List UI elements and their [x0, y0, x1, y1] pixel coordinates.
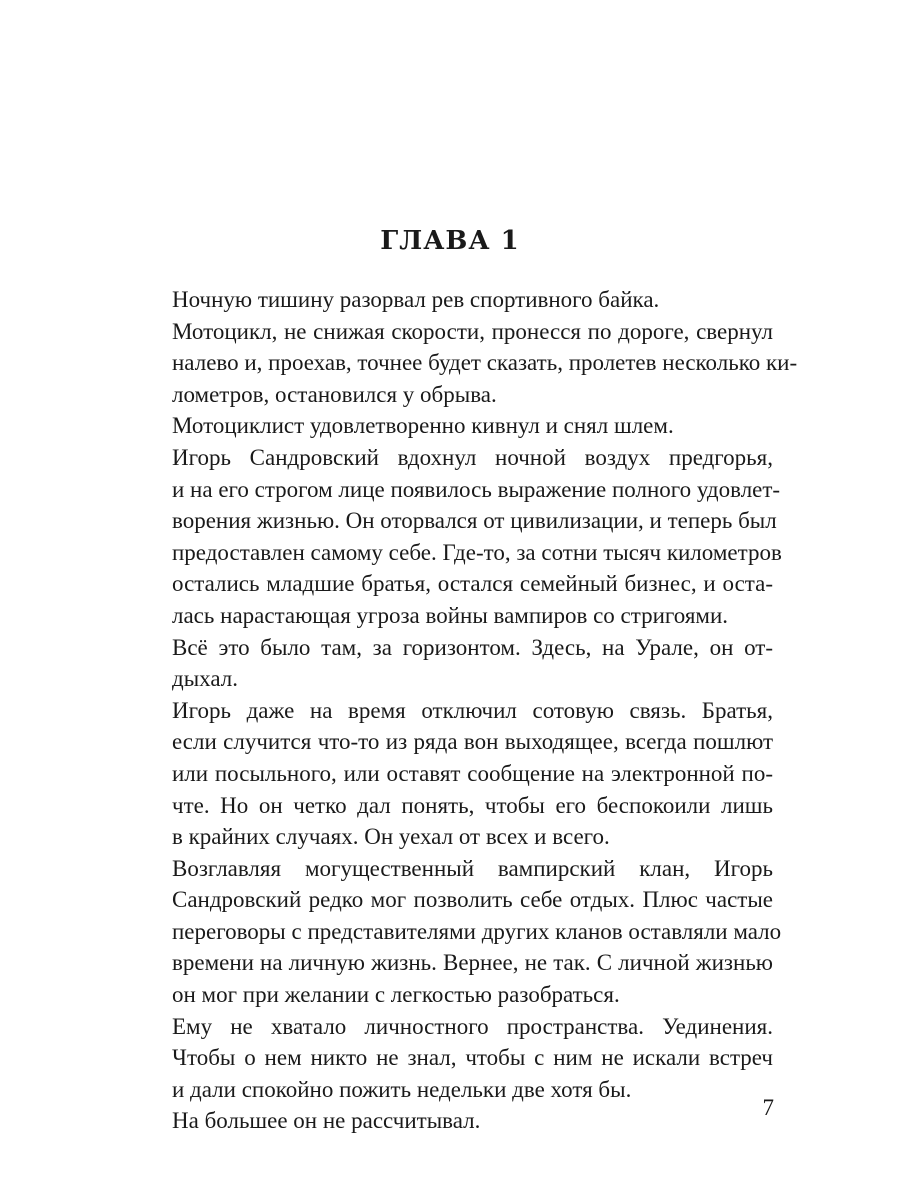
text-line: Мотоцикл, не снижая скорости, пронесся по дороге, свернул [172, 318, 773, 344]
paragraph [130, 442, 782, 632]
text-line: Игорь даже на время отключил сотовую связь. Братья, [172, 697, 773, 723]
text-line: предоставлен самому себе. Где-то, за сотни тысяч километров [172, 539, 782, 565]
page-number: 7 [762, 1095, 774, 1120]
text-line: На большее он не рассчитывал. [172, 1108, 481, 1134]
text-line: Мотоциклист удовлетворенно кивнул и снял шлем. [172, 413, 674, 439]
text-line: времени на личную жизнь. Вернее, не так. С личной жизнью [172, 950, 773, 976]
paragraph [130, 1011, 773, 1106]
paragraph [130, 695, 773, 853]
text-line: Ночную тишину разорвал рев спортивного байка. [172, 287, 660, 312]
text-line: Сандровский редко мог позволить себе отдых. Плюс частые [172, 887, 773, 913]
text-line: если случится что-то из ряда вон выходящее, всегда пошлют [172, 729, 773, 755]
paragraph [130, 853, 782, 1011]
text-line: Игорь Сандровский вдохнул ночной воздух предгорья, [172, 444, 773, 470]
text-line: налево и, проехав, точнее будет сказать, пролетев несколько ки- [172, 350, 798, 376]
text-line: лометров, остановился у обрыва. [172, 381, 497, 407]
paragraph [130, 632, 773, 695]
chapter-body [130, 284, 798, 1137]
text-line: и дали спокойно пожить недельки две хотя бы. [172, 1076, 632, 1102]
text-line: Ему не хватало личностного пространства. Уединения. [172, 1013, 773, 1039]
text-line: и на его строгом лице появилось выражение полного удовлет- [172, 476, 781, 502]
paragraph [130, 284, 773, 316]
text-line: остались младшие братья, остался семейный бизнес, и оста- [172, 571, 773, 597]
chapter-title: ГЛАВА 1 [380, 226, 520, 256]
text-line: Возглавляя могущественный вампирский клан, Игорь [172, 855, 773, 881]
paragraph [130, 1105, 773, 1137]
text-line: лась нарастающая угроза войны вампиров со стригоями. [172, 602, 729, 628]
text-line: дыхал. [172, 666, 238, 692]
text-line: он мог при желании с легкостью разобраться. [172, 982, 620, 1008]
paragraph [130, 316, 798, 411]
text-line: ворения жизнью. Он оторвался от цивилизации, и теперь был [172, 508, 777, 534]
text-line: Всё это было там, за горизонтом. Здесь, на Урале, он от- [172, 634, 773, 660]
text-line: или посыльного, или оставят сообщение на электронной по- [172, 760, 773, 786]
text-line: переговоры с представителями других кланов оставляли мало [172, 918, 782, 944]
text-line: в крайних случаях. Он уехал от всех и всего. [172, 824, 610, 850]
text-line: Чтобы о нем никто не знал, чтобы с ним не искали встреч [172, 1045, 773, 1071]
text-line: чте. Но он четко дал понять, чтобы его беспокоили лишь [172, 792, 773, 818]
paragraph [130, 410, 773, 442]
